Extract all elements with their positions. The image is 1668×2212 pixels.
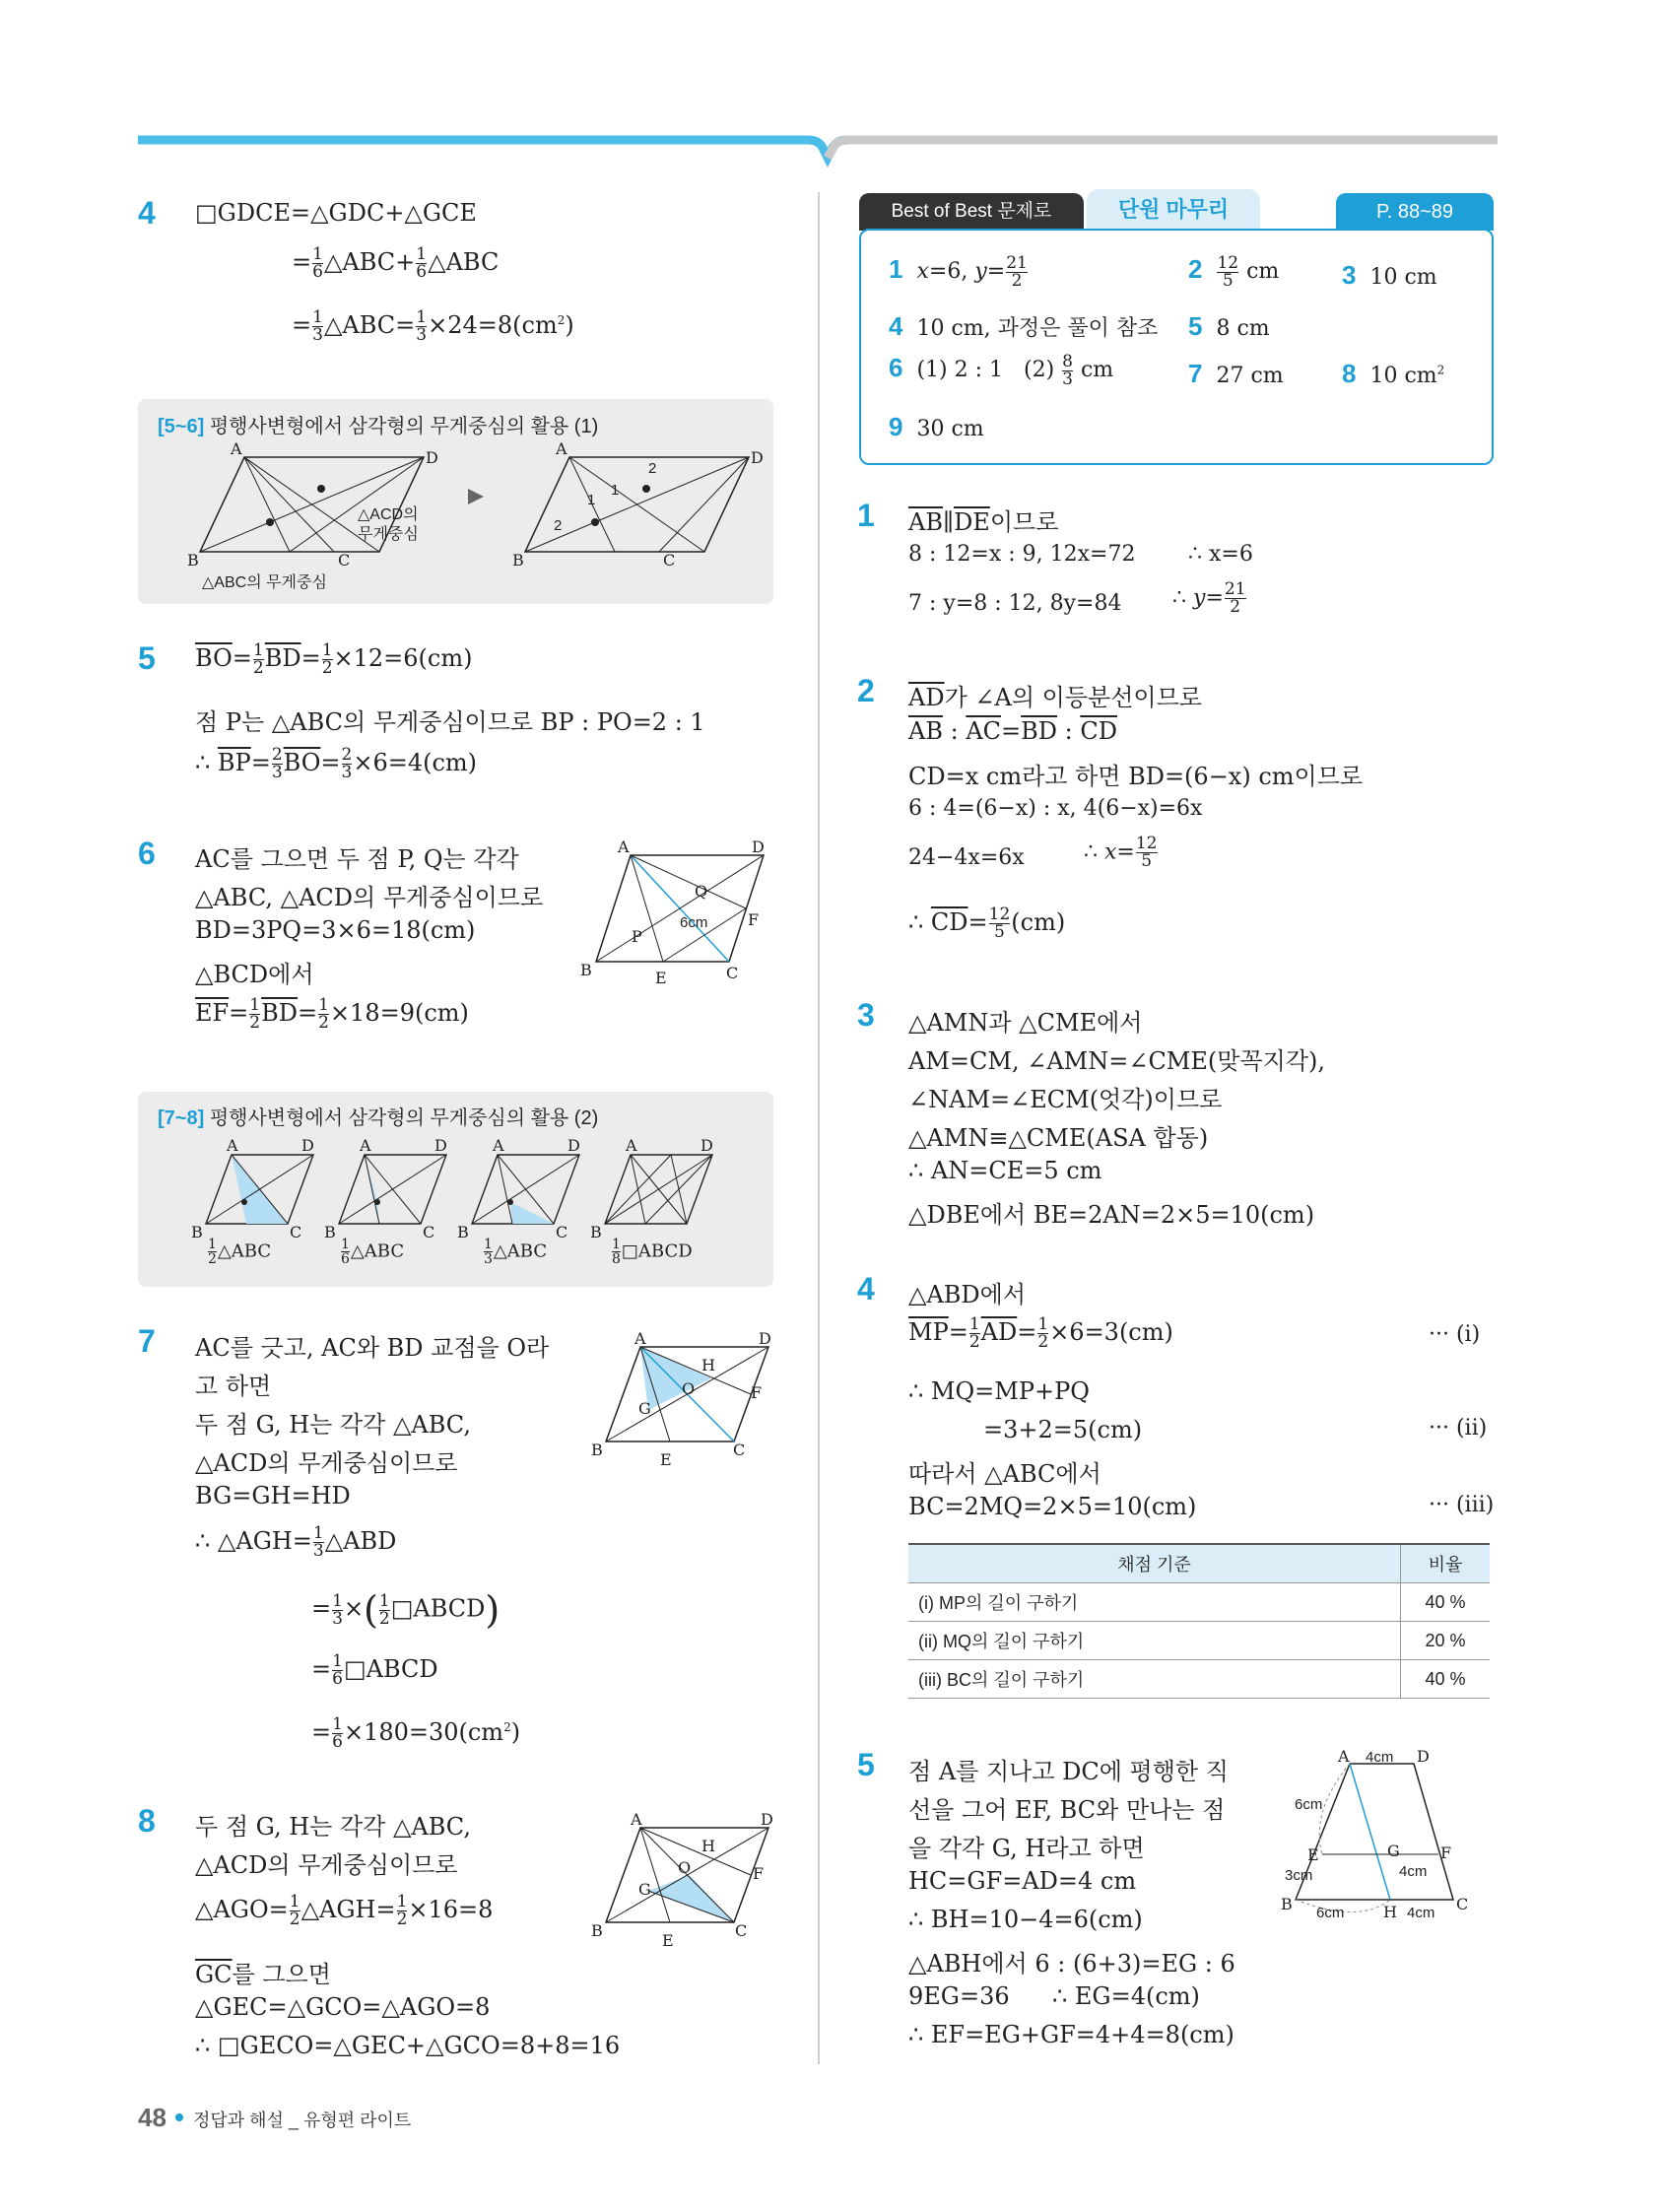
p4-line1: □GDCE=△GDC+△GCE <box>195 199 477 227</box>
problem-number: 4 <box>857 1271 875 1307</box>
table-row: (iii) BC의 길이 구하기 40 % <box>908 1660 1490 1699</box>
r5-line2: 선을 그어 EF, BC와 만나는 점 <box>908 1796 1226 1824</box>
svg-text:B: B <box>591 1921 603 1940</box>
score-header-criteria: 채점 기준 <box>908 1544 1401 1583</box>
footer-dot <box>175 2113 183 2121</box>
mark-ii: ··· (ii) <box>1429 1416 1488 1441</box>
svg-text:6cm: 6cm <box>1295 1796 1323 1813</box>
r5-line4: HC=GF=AD=4 cm <box>908 1867 1137 1895</box>
p8-line3: △AGO= $\frac{1}{2}$ △AGH= $\frac{1}{2}$ ×16=8 <box>195 1892 494 1929</box>
r1-line1: $\overline{AB}\parallel\overline{DE}$이므로 <box>908 508 1059 536</box>
r5-line8: ∴ EF=EG+GF=4+4=8(cm) <box>908 2021 1234 2048</box>
svg-text:4cm: 4cm <box>1399 1863 1428 1880</box>
svg-text:G: G <box>638 1399 651 1418</box>
p8-line1: 두 점 G, H는 각각 △ABC, <box>195 1813 471 1841</box>
svg-text:C: C <box>733 1441 746 1459</box>
answer-6: 6 (1) 2 : 1 (2) $\frac{8}{3}$ cm <box>889 351 1114 389</box>
svg-text:A: A <box>360 1136 371 1155</box>
hint-box-title: [7~8] 평행사변형에서 삼각형의 무게중심의 활용 (2) <box>158 1107 599 1129</box>
p8-line5: △GEC=△GCO=△AGO=8 <box>195 1993 491 2021</box>
r4-line6: BC=2MQ=2×5=10(cm) <box>908 1493 1197 1520</box>
svg-text:B: B <box>580 961 592 979</box>
r3-line3: ∠NAM=∠ECM(엇각)이므로 <box>908 1086 1223 1113</box>
svg-text:B: B <box>457 1223 469 1241</box>
r2-line5b: ∴ x= $\frac{12}{5}$ <box>1084 834 1158 871</box>
svg-text:D: D <box>1417 1747 1430 1766</box>
r3-line2: AM=CM, ∠AMN=∠CME(맞꼭지각), <box>908 1047 1325 1075</box>
svg-text:G: G <box>638 1880 651 1899</box>
p8-line6: ∴ □GECO=△GEC+△GCO=8+8=16 <box>195 2032 621 2059</box>
svg-text:C: C <box>1456 1895 1469 1913</box>
svg-text:D: D <box>701 1136 713 1155</box>
svg-text:D: D <box>759 1329 771 1348</box>
svg-text:E: E <box>1307 1845 1319 1864</box>
r2-line5: 24−4x=6x <box>908 845 1025 870</box>
svg-text:B: B <box>191 1223 203 1241</box>
svg-text:2: 2 <box>648 460 657 477</box>
hint-caption-4: $\frac{1}{8}$ □ABCD <box>612 1237 693 1267</box>
svg-text:F: F <box>1440 1843 1452 1862</box>
table-row: (ii) MQ의 길이 구하기 20 % <box>908 1622 1490 1660</box>
svg-text:D: D <box>567 1136 580 1155</box>
scoring-table <box>908 1543 1490 1699</box>
problem-number: 2 <box>857 673 875 708</box>
svg-text:B: B <box>324 1223 336 1241</box>
svg-text:C: C <box>726 964 739 982</box>
svg-text:F: F <box>751 1383 763 1402</box>
problem-number: 1 <box>857 498 875 533</box>
svg-text:B: B <box>590 1223 602 1241</box>
r2-line4: 6 : 4=(6−x) : x, 4(6−x)=6x <box>908 796 1203 821</box>
page-ref-tab: P. 88~89 <box>1336 193 1494 231</box>
svg-text:A: A <box>493 1136 504 1155</box>
svg-text:A: A <box>227 1136 238 1155</box>
svg-text:H: H <box>1383 1903 1397 1921</box>
svg-text:6cm: 6cm <box>1316 1905 1345 1921</box>
unit-review-tab: 단원 마무리 <box>1087 189 1260 231</box>
svg-text:P: P <box>632 927 642 946</box>
p7-line2: 고 하면 <box>195 1373 272 1400</box>
p8-line4: $\overline{GC}$를 그으면 <box>195 1961 331 1988</box>
score-header-ratio: 비율 <box>1401 1544 1491 1583</box>
r1-line2b: ∴ x=6 <box>1188 542 1253 567</box>
r4-line4: =3+2=5(cm) <box>983 1416 1143 1443</box>
acd-centroid-label: △ACD의 무게중심 <box>358 506 419 543</box>
svg-text:A: A <box>556 439 567 458</box>
svg-text:F: F <box>748 910 760 929</box>
answer-9: 9 30 cm <box>889 412 984 441</box>
p7-line4: △ACD의 무게중심이므로 <box>195 1449 458 1477</box>
svg-text:O: O <box>678 1858 692 1877</box>
svg-text:3cm: 3cm <box>1285 1867 1313 1884</box>
p4-line2: = $\frac{1}{6}$ △ABC+ $\frac{1}{6}$ △ABC <box>292 244 500 282</box>
problem-number: 6 <box>138 836 156 871</box>
p8-line2: △ACD의 무게중심이므로 <box>195 1851 458 1879</box>
svg-text:1: 1 <box>587 492 596 508</box>
svg-text:G: G <box>1387 1842 1400 1860</box>
p7-line8: = $\frac{1}{6}$ □ABCD <box>311 1651 438 1689</box>
mark-iii: ··· (iii) <box>1429 1493 1495 1517</box>
svg-text:B: B <box>1281 1895 1293 1913</box>
svg-text:F: F <box>753 1864 765 1883</box>
answer-3: 3 10 cm <box>1342 260 1437 290</box>
p6-line1: AC를 그으면 두 점 P, Q는 각각 <box>195 845 519 873</box>
arrow-icon <box>468 489 484 504</box>
svg-text:E: E <box>660 1450 672 1469</box>
answer-2: 2 $\frac{12}{5}$ cm <box>1188 252 1280 291</box>
p7-line7: = $\frac{1}{3}$ ×( $\frac{1}{2}$ □ABCD) <box>311 1588 500 1632</box>
svg-text:6cm: 6cm <box>680 914 708 931</box>
r1-line3: 7 : y=8 : 12, 8y=84 <box>908 591 1122 616</box>
p6-line5: $\overline{EF}=$ $\frac{1}{2}$ $\overline{BD}=$ $\frac{1}{2}$ ×18=9(cm) <box>195 995 469 1033</box>
table-row: (i) MP의 길이 구하기 40 % <box>908 1583 1490 1622</box>
svg-text:D: D <box>761 1810 773 1829</box>
r4-line2: $\overline{MP}=$ $\frac{1}{2}$ $\overline{AD}=$ $\frac{1}{2}$ ×6=3(cm) <box>908 1314 1173 1352</box>
answer-1: 1 x=6, y= $\frac{21}{2}$ <box>889 252 1028 291</box>
r2-line2: $\overline{AB}$ : $\overline{AC}=\overline{BD}$ : $\overline{CD}$ <box>908 717 1117 745</box>
svg-text:D: D <box>752 838 765 856</box>
p6-line2: △ABC, △ACD의 무게중심이므로 <box>195 884 544 911</box>
svg-text:O: O <box>682 1379 696 1398</box>
r5-line6: △ABH에서 6 : (6+3)=EG : 6 <box>908 1950 1235 1977</box>
p7-line5: BG=GH=HD <box>195 1482 351 1509</box>
r3-line1: △AMN과 △CME에서 <box>908 1009 1143 1037</box>
svg-text:B: B <box>512 551 524 570</box>
hint-caption-3: $\frac{1}{3}$ △ABC <box>484 1237 548 1267</box>
r1-line3b: ∴ y= $\frac{21}{2}$ <box>1172 579 1246 617</box>
p4-line3: = $\frac{1}{3}$ △ABC= $\frac{1}{3}$ $\times 24=8(cm^2)$ <box>292 307 574 345</box>
p5-line2: 점 P는 △ABC의 무게중심이므로 BP : PO=2 : 1 <box>195 708 705 736</box>
trapezoid-figure <box>1281 1747 1488 1921</box>
problem7-figure <box>591 1329 788 1473</box>
r3-line6: △DBE에서 BE=2AN=2×5=10(cm) <box>908 1201 1315 1229</box>
p5-line1: $\overline{BO}=$ $\frac{1}{2}$ $\overline{BD}=$ $\frac{1}{2}$ ×12=6(cm) <box>195 640 473 678</box>
p7-line1: AC를 긋고, AC와 BD 교점을 O라 <box>195 1334 550 1362</box>
problem-number: 8 <box>138 1803 156 1839</box>
svg-text:C: C <box>290 1223 302 1241</box>
svg-text:H: H <box>701 1356 715 1374</box>
best-of-best-tab: Best of Best 문제로 <box>859 193 1084 231</box>
p5-line3: ∴ $\overline{BP}=$ $\frac{2}{3}$ $\overline{BO}=$ $\frac{2}{3}$ ×6=4(cm) <box>195 745 478 782</box>
svg-text:A: A <box>631 1810 642 1829</box>
svg-text:D: D <box>301 1136 314 1155</box>
r3-line4: △AMN≡△CME(ASA 합동) <box>908 1124 1209 1152</box>
p7-line9: = $\frac{1}{6}$ $\times 180=30(cm^2)$ <box>311 1714 521 1752</box>
answer-5: 5 8 cm <box>1188 311 1270 341</box>
svg-text:C: C <box>556 1223 568 1241</box>
svg-text:A: A <box>626 1136 637 1155</box>
mark-i: ··· (i) <box>1429 1322 1481 1347</box>
r5-line7: 9EG=36 <box>908 1982 1010 2010</box>
problem-number: 4 <box>138 195 156 231</box>
p6-line4: △BCD에서 <box>195 961 314 988</box>
problem-number: 5 <box>857 1747 875 1782</box>
r3-line5: ∴ AN=CE=5 cm <box>908 1157 1102 1184</box>
problem8-figure <box>591 1810 788 1954</box>
answer-7: 7 27 cm <box>1188 359 1284 388</box>
p6-line3: BD=3PQ=3×6=18(cm) <box>195 916 476 944</box>
footer-title: 정답과 해설 _ 유형편 라이트 <box>193 2111 412 2130</box>
svg-text:E: E <box>662 1931 674 1950</box>
svg-text:4cm: 4cm <box>1366 1749 1394 1766</box>
hint-box-title: [5~6] 평행사변형에서 삼각형의 무게중심의 활용 (1) <box>158 416 599 437</box>
svg-text:4cm: 4cm <box>1407 1905 1435 1921</box>
problem-number: 3 <box>857 997 875 1033</box>
r4-line5: 따라서 △ABC에서 <box>908 1460 1101 1488</box>
r5-line7b: ∴ EG=4(cm) <box>1052 1982 1200 2010</box>
svg-text:C: C <box>735 1921 748 1940</box>
r1-line2: 8 : 12=x : 9, 12x=72 <box>908 542 1136 567</box>
svg-text:C: C <box>663 551 676 570</box>
answer-8: 8 10 $cm^2$ <box>1342 359 1445 388</box>
svg-text:A: A <box>634 1329 646 1348</box>
svg-text:2: 2 <box>554 517 563 534</box>
svg-text:C: C <box>338 551 351 570</box>
r4-line3: ∴ MQ=MP+PQ <box>908 1377 1090 1405</box>
hint-caption-2: $\frac{1}{6}$ △ABC <box>341 1237 405 1267</box>
svg-text:A: A <box>618 838 630 856</box>
r2-line1: $\overline{AD}$가 ∠A의 이등분선이므로 <box>908 684 1202 711</box>
svg-text:A: A <box>1338 1747 1350 1766</box>
svg-text:B: B <box>591 1441 603 1459</box>
page-number: 48 <box>138 2103 167 2132</box>
p7-line6: ∴ △AGH= $\frac{1}{3}$ △ABD <box>195 1523 397 1561</box>
svg-text:E: E <box>655 969 667 987</box>
r4-line1: △ABD에서 <box>908 1281 1027 1308</box>
svg-text:D: D <box>751 448 764 467</box>
parallelogram-figure-2 <box>512 439 764 593</box>
svg-text:H: H <box>701 1837 715 1855</box>
r5-line1: 점 A를 지나고 DC에 평행한 직 <box>908 1758 1229 1785</box>
abc-centroid-label: △ABC의 무게중심 <box>202 574 327 591</box>
svg-text:Q: Q <box>695 882 708 901</box>
r2-line6: ∴ $\overline{CD}=$ $\frac{12}{5}$ (cm) <box>908 905 1066 942</box>
hint-caption-1: $\frac{1}{2}$ △ABC <box>208 1237 272 1267</box>
column-divider <box>818 192 820 2064</box>
svg-text:D: D <box>426 448 438 467</box>
svg-text:A: A <box>231 439 242 458</box>
p7-line3: 두 점 G, H는 각각 △ABC, <box>195 1411 471 1439</box>
problem-number: 7 <box>138 1323 156 1359</box>
r5-line3: 을 각각 G, H라고 하면 <box>908 1835 1145 1862</box>
svg-text:1: 1 <box>611 482 620 499</box>
svg-text:D: D <box>434 1136 447 1155</box>
problem6-figure <box>576 838 783 993</box>
problem-number: 5 <box>138 640 156 676</box>
answer-4: 4 10 cm, 과정은 풀이 참조 <box>889 311 1159 341</box>
svg-text:C: C <box>423 1223 435 1241</box>
r2-line3: CD=x cm라고 하면 BD=(6−x) cm이므로 <box>908 763 1364 790</box>
svg-text:B: B <box>187 551 199 570</box>
header-bar <box>138 128 1498 168</box>
r5-line5: ∴ BH=10−4=6(cm) <box>908 1906 1143 1933</box>
